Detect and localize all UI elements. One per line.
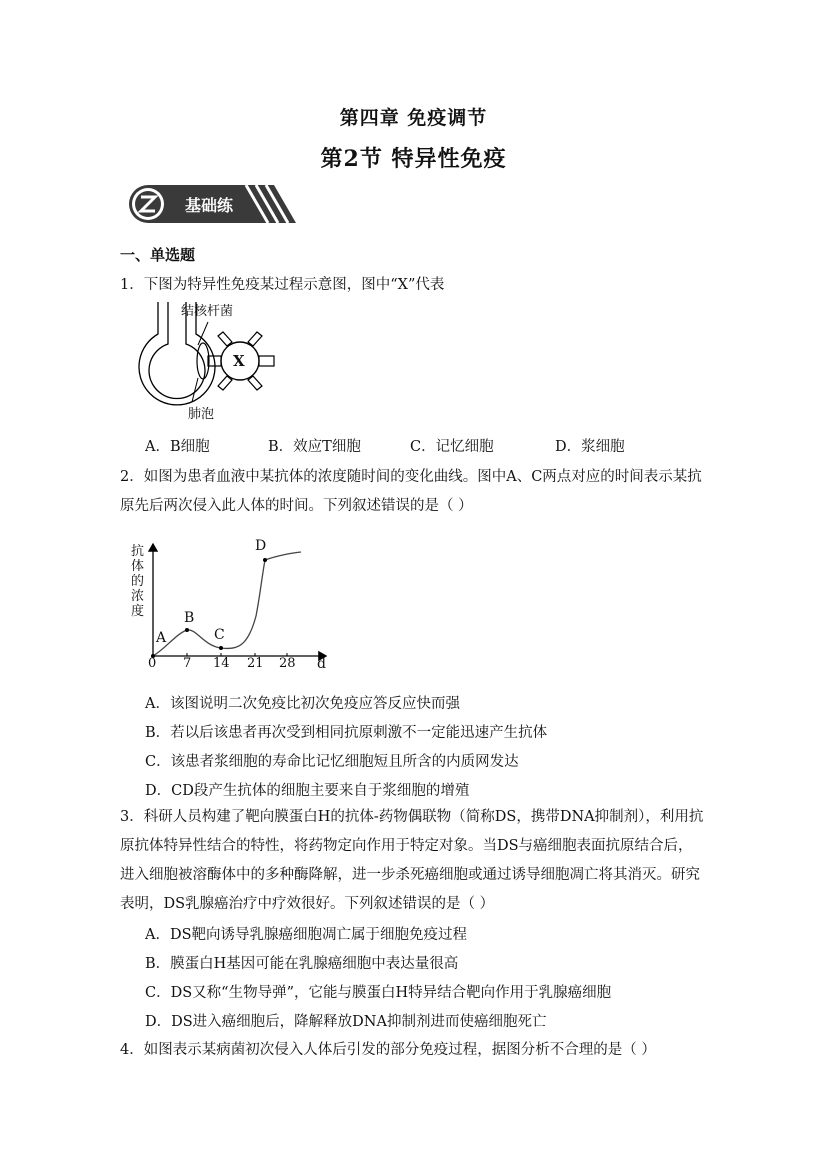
q3-stem-line-4: 表明，DS乳腺癌治疗中疗效很好。下列叙述错误的是（ ） bbox=[120, 896, 495, 912]
q3-option-c[interactable]: C．DS又称“生物导弹”，它能与膜蛋白H特异结合靶向作用于乳腺癌细胞 bbox=[145, 985, 612, 1001]
chart-tick-28: 28 bbox=[279, 656, 296, 671]
q3-stem-line-1: 3．科研人员构建了靶向膜蛋白H的抗体-药物偶联物（简称DS，携带DNA抑制剂），利用抗 bbox=[120, 809, 704, 825]
q1-option-d[interactable]: D．浆细胞 bbox=[555, 439, 625, 455]
chart-label-a: A bbox=[156, 630, 167, 646]
point-b bbox=[185, 628, 189, 632]
q2-chart bbox=[126, 536, 336, 676]
q1-label-x: X bbox=[233, 352, 245, 370]
q3-option-d[interactable]: D．DS进入癌细胞后，降解释放DNA抑制剂进而使癌细胞死亡 bbox=[145, 1014, 547, 1030]
chart-tick-14: 14 bbox=[213, 656, 230, 671]
q2-stem-line-2: 原先后两次侵入此人体的时间。下列叙述错误的是（ ） bbox=[120, 498, 473, 514]
chapter-title: 第四章 免疫调节 bbox=[339, 107, 488, 129]
q2-option-d[interactable]: D．CD段产生抗体的细胞主要来自于浆细胞的增殖 bbox=[145, 783, 470, 799]
part-title: 一、单选题 bbox=[120, 246, 196, 264]
point-c bbox=[219, 646, 223, 650]
chart-xlabel: d bbox=[317, 656, 326, 672]
q1-label-bacteria: 结核杆菌 bbox=[181, 304, 234, 319]
section-title: 第2节 特异性免疫 bbox=[320, 146, 507, 172]
q1-stem: 1．下图为特异性免疫某过程示意图，图中“X”代表 bbox=[120, 277, 445, 293]
chart-tick-7: 7 bbox=[183, 656, 192, 671]
q1-label-alveolus: 肺泡 bbox=[188, 407, 215, 422]
q1-option-c[interactable]: C．记忆细胞 bbox=[410, 439, 494, 455]
chart-tick-21: 21 bbox=[247, 656, 264, 671]
chart-tick-0: 0 bbox=[148, 656, 157, 671]
q3-stem-line-3: 进入细胞被溶酶体中的多种酶降解，进一步杀死癌细胞或通过诱导细胞凋亡将其消灭。研究 bbox=[120, 867, 700, 883]
chart-ylabel: 抗体的浓度 bbox=[131, 544, 145, 619]
antibody-curve bbox=[153, 552, 301, 656]
q3-option-b[interactable]: B．膜蛋白H基因可能在乳腺癌细胞中表达量很高 bbox=[145, 956, 459, 972]
q2-option-b[interactable]: B．若以后该患者再次受到相同抗原刺激不一定能迅速产生抗体 bbox=[145, 725, 548, 741]
chart-label-c: C bbox=[214, 627, 225, 643]
point-d bbox=[263, 558, 267, 562]
q2-stem-line-1: 2．如图为患者血液中某抗体的浓度随时间的变化曲线。图中A、C两点对应的时间表示某抗 bbox=[120, 469, 702, 485]
q1-option-b[interactable]: B．效应T细胞 bbox=[268, 439, 361, 455]
q2-option-c[interactable]: C．该患者浆细胞的寿命比记忆细胞短且所含的内质网发达 bbox=[145, 754, 519, 770]
q2-option-a[interactable]: A．该图说明二次免疫比初次免疫应答反应快而强 bbox=[145, 696, 460, 712]
q3-option-a[interactable]: A．DS靶向诱导乳腺癌细胞凋亡属于细胞免疫过程 bbox=[145, 927, 468, 943]
chart-label-b: B bbox=[184, 610, 195, 626]
q4-stem: 4．如图表示某病菌初次侵入人体后引发的部分免疫过程，据图分析不合理的是（ ） bbox=[120, 1042, 656, 1058]
banner-label: 基础练 bbox=[185, 196, 234, 215]
q1-option-a[interactable]: A．B细胞 bbox=[145, 439, 210, 455]
chart-label-d: D bbox=[255, 538, 267, 554]
q3-stem-line-2: 原抗体特异性结合的特性，将药物定向作用于特定对象。当DS与癌细胞表面抗原结合后， bbox=[120, 838, 693, 854]
